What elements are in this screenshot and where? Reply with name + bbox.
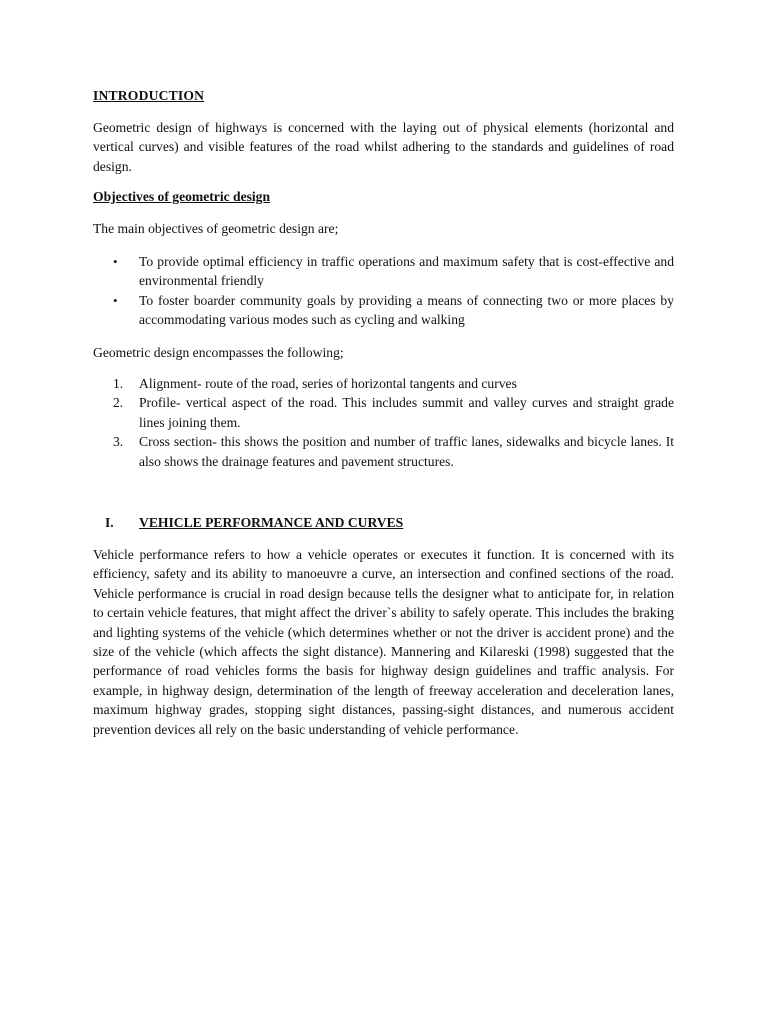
section-number: I. xyxy=(105,515,114,530)
encompasses-list xyxy=(93,374,674,471)
list-item xyxy=(93,291,674,330)
section-title: VEHICLE PERFORMANCE AND CURVES xyxy=(139,515,404,530)
list-number: 3. xyxy=(113,434,124,450)
vehicle-performance-paragraph: Vehicle performance refers to how a vehicle operates or executes it function. It is concerned with its efficiency, safety and its ability to manoeuvre a curve, an intersection and confined sections of the road. Vehicle performance is crucial in road design because tells the designer what to anticipate for, in relation to certain vehicle features, that might affect the driver`s ability to safely operate. This includes the braking and lighting systems of the vehicle (which determines whether or not the driver is accident prone) and the size of the vehicle (which affects the sight distance). Mannering and Kilareski (1998) suggested that the performance of road vehicles forms the basis for highway design guidelines and traffic analysis. For example, in highway design, determination of the length of freeway acceleration and deceleration lanes, maximum highway grades, stopping sight distances, passing-sight distances, and numerous accident prevention devices all rely on the basic understanding of vehicle performance. xyxy=(93,547,674,737)
bullet-icon: • xyxy=(113,292,118,308)
introduction-paragraph: Geometric design of highways is concerned with the laying out of physical elements (horizontal and vertical curves) and visible features of the road whilst adhering to the standards and guidelines of road design. xyxy=(93,120,674,174)
list-item xyxy=(93,374,674,393)
objectives-lead: The main objectives of geometric design are; xyxy=(93,221,339,236)
list-number: 2. xyxy=(113,395,124,411)
introduction-heading: INTRODUCTION xyxy=(93,88,205,103)
list-item-text: Profile- vertical aspect of the road. This includes summit and valley curves and straight grade lines joining them. xyxy=(139,395,674,430)
list-item-text: Cross section- this shows the position and number of traffic lanes, sidewalks and bicycle lanes. It also shows the drainage features and pavement structures. xyxy=(139,434,674,469)
list-item xyxy=(93,252,674,291)
list-item xyxy=(93,393,674,432)
encompasses-lead: Geometric design encompasses the following; xyxy=(93,345,344,360)
list-item-text: To foster boarder community goals by providing a means of connecting two or more places by accommodating various modes such as cycling and walking xyxy=(139,292,674,328)
list-item xyxy=(93,432,674,471)
list-item-text: Alignment- route of the road, series of horizontal tangents and curves xyxy=(139,376,517,391)
list-item-text: To provide optimal efficiency in traffic operations and maximum safety that is cost-effective and environmental friendly xyxy=(139,254,674,289)
objectives-list xyxy=(93,252,674,330)
bullet-icon: • xyxy=(113,254,118,269)
objectives-heading: Objectives of geometric design xyxy=(93,189,271,204)
list-number: 1. xyxy=(113,376,124,391)
